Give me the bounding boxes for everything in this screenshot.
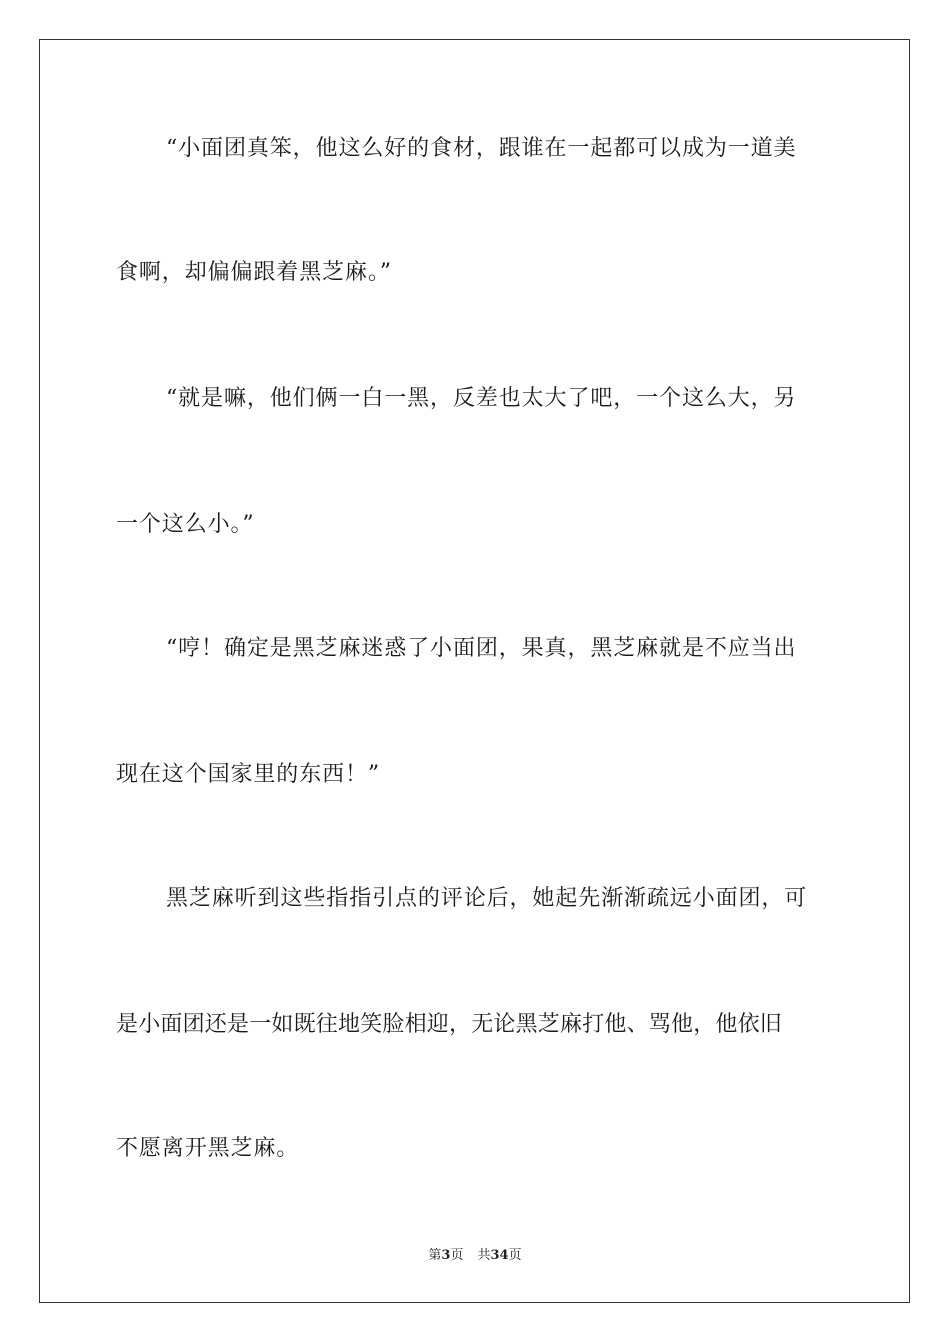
page-prefix: 第 xyxy=(428,1248,442,1263)
total-suffix: 页 xyxy=(508,1248,522,1263)
paragraph-2-line-2: 一个这么小。” xyxy=(116,512,255,537)
paragraph-4-line-1: 黑芝麻听到这些指指引点的评论后，她起先渐渐疏远小面团，可 xyxy=(166,886,808,911)
paragraph-4-line-2: 是小面团还是一如既往地笑脸相迎，无论黑芝麻打他、骂他，他依旧 xyxy=(116,1012,783,1037)
page-number: 3 xyxy=(441,1248,451,1263)
paragraph-3-line-2: 现在这个国家里的东西！” xyxy=(116,762,381,787)
total-pages: 34 xyxy=(490,1248,509,1263)
paragraph-4-line-3: 不愿离开黑芝麻。 xyxy=(116,1136,300,1161)
page-footer xyxy=(0,1246,950,1266)
paragraph-1-line-2: 食啊，却偏偏跟着黑芝麻。” xyxy=(116,260,392,285)
page-suffix: 页 xyxy=(450,1248,464,1263)
total-prefix: 共 xyxy=(477,1248,491,1263)
paragraph-2-line-1: “就是嘛，他们俩一白一黑，反差也太大了吧，一个这么大，另 xyxy=(166,386,797,411)
paragraph-1-line-1: “小面团真笨，他这么好的食材，跟谁在一起都可以成为一道美 xyxy=(166,136,797,161)
paragraph-3-line-1: “哼！确定是黑芝麻迷惑了小面团，果真，黑芝麻就是不应当出 xyxy=(166,636,797,661)
page-border xyxy=(39,39,910,1303)
